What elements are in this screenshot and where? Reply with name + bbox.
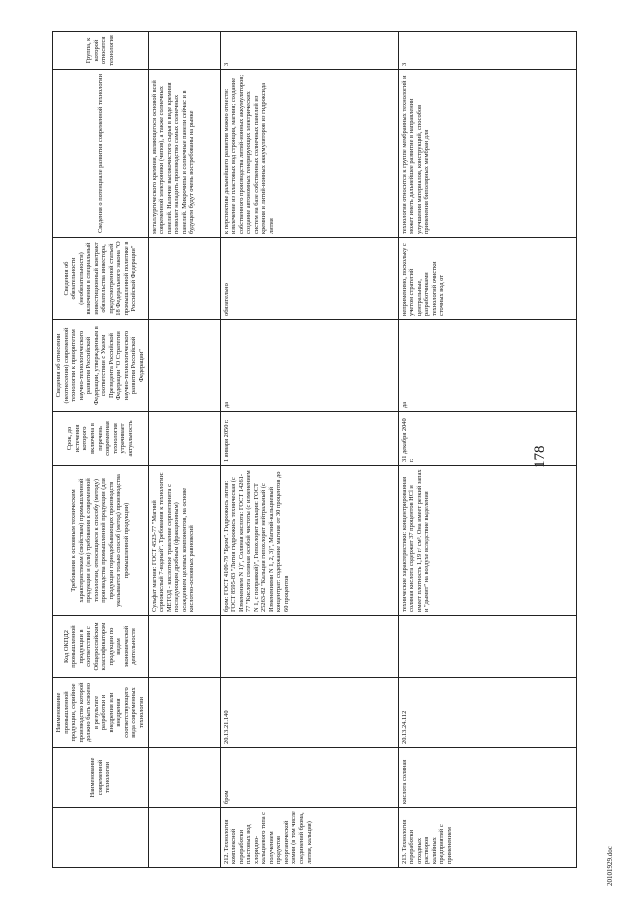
col-header: Группа, к которой относится технология [53, 32, 149, 70]
requirements-cell: технические характеристики: концентрированная соляная кислота содержит 37 процентов HCl и имеет плотность 1,19 г/ см³. Она имеет резкий запах и "дымит" на воздухе вследствие выделения [398, 466, 576, 616]
requirements-cell: Сульфат магния: ГОСТ 4523-77 "Магний сернокислый 7-водный". Требования к технологии: МЕТОД - кислотное травление серпентинита с последующим дробным (фракционным) осаждением целевых компонентов, на основе кислотно-основных равновесий [148, 466, 220, 616]
table-row [398, 32, 576, 868]
col-header: Наименование промышленной продукции, серийное производство которой должно быть освоено в результате разработки и внедрения или внедрения соответствующего вида современных технологии [53, 678, 149, 748]
requirements-cell: бром: ГОСТ 4109-79 "Бром". Гидроокись лития: ГОСТ 8595-83 "Лития гидроокись техническая (с Изменением N 1)", Соляная кислота: ГОСТ 14261-77 "Кислота соляная особой чистоты (с изменением N 1, с поправкой)", Гипохлорит кальция: ГОСТ 25263-82 "Кальция гипохлорит нейтральный (с Изменениями N 1, 2, 3)", Магний-кальциевый концентрат: содержание магния от 30 процентов до 60 процентов [220, 466, 398, 616]
potential-cell: металлургического кремния, являющегося основой всей современной электроники (чипов), а также солнечных панелей. Наличие высокочистого сырья в виде кремния позволит наладить производство самых солнечных панелей. Микрочипы и солнечные панели сейчас и в будущем будут очень востребованы на рынке [148, 70, 220, 238]
col-header: Сведения о потенциале развития современной технологии [53, 70, 149, 238]
potential-cell: к перспективе дальнейшего развития можно отнести: извлечение из пластовых вод стронция, магния; создание собственного производства литий-ионных аккумуляторов; создание автономных генерирующих электрических систем на базе собственных солнечных панелей из кремния и литий-ионных аккумуляторов из гидроксида лития [220, 70, 398, 238]
col-header: Сведения об отнесении (неотнесении) современной технологии к приоритетам научно-технологического развития Российской Федерации, утвержденным в соответствии с Указом Президента Российской Федерации "О Стратегии научно-технологического развития Российской Федерации" [53, 320, 149, 412]
okpd-cell: 20.13.21.140 [220, 678, 398, 748]
mandatory-cell: обязательно [220, 238, 398, 320]
okpd-cell: 20.13.24.112 [398, 678, 576, 748]
col-header: Сведения об обязательности (необязательности) включения в специальный инвестиционный контракт обязательства инвестора, предусмотренной статьей 18 Федерального закона "О промышленной политике в Российской Федерации" [53, 238, 149, 320]
document-footer: 20101929.doc [606, 846, 614, 886]
group-cell: 3 [220, 32, 398, 70]
mandatory-cell: неприменимо, поскольку с учетом стратегий центральные, разработчиками технологий очистки сточных вод от [398, 238, 576, 320]
priority-cell: да [220, 320, 398, 412]
row-number: 212. Технология комплексной переработки пластовых вод хлоридно-кальциевого типа с получением продуктов неорганической химии (в том числе соединений брома, лития, кальция) [220, 808, 398, 868]
group-cell: 3 [398, 32, 576, 70]
table-row-continuation [148, 32, 220, 868]
row-number: 213. Технология переработки отходных растворов калийных предприятий с применением [398, 808, 576, 868]
potential-cell: технология относится к группе мембранных технологий и может иметь дальнейшее развитие в направлении улучшения материалов, конструкций, способов применения биполярных мембран для [398, 70, 576, 238]
col-header: Наименование современной технологии [53, 748, 149, 808]
col-header: Требования к основным техническим характеристикам (свойствам) промышленной продукции и (или) требования к современной технологии, относящиеся к способу (методу) производства промышленной продукции (для продукции горнодобывающих производств указывается только способ (метод) производства промышленной продукции) [53, 466, 149, 616]
col-header: Код ОКПД2 промышленной продукции в соответствии с Общероссийским классификатором продукции по видам экономической деятельности [53, 616, 149, 678]
deadline-cell: 31 декабря 2040 г. [398, 412, 576, 466]
landscape-table-page [32, 32, 618, 886]
page-number: 178 [532, 445, 548, 468]
product-cell: бром [220, 748, 398, 808]
table-row [220, 32, 398, 868]
col-header: Срок, до истечения которого включена в перечень современная технология утрачивает актуальность [53, 412, 149, 466]
col-header [53, 808, 149, 868]
deadline-cell: 1 января 2050 г. [220, 412, 398, 466]
header-row [53, 32, 149, 868]
technology-register-table [52, 31, 577, 868]
priority-cell: да [398, 320, 576, 412]
product-cell: кислота соляная [398, 748, 576, 808]
